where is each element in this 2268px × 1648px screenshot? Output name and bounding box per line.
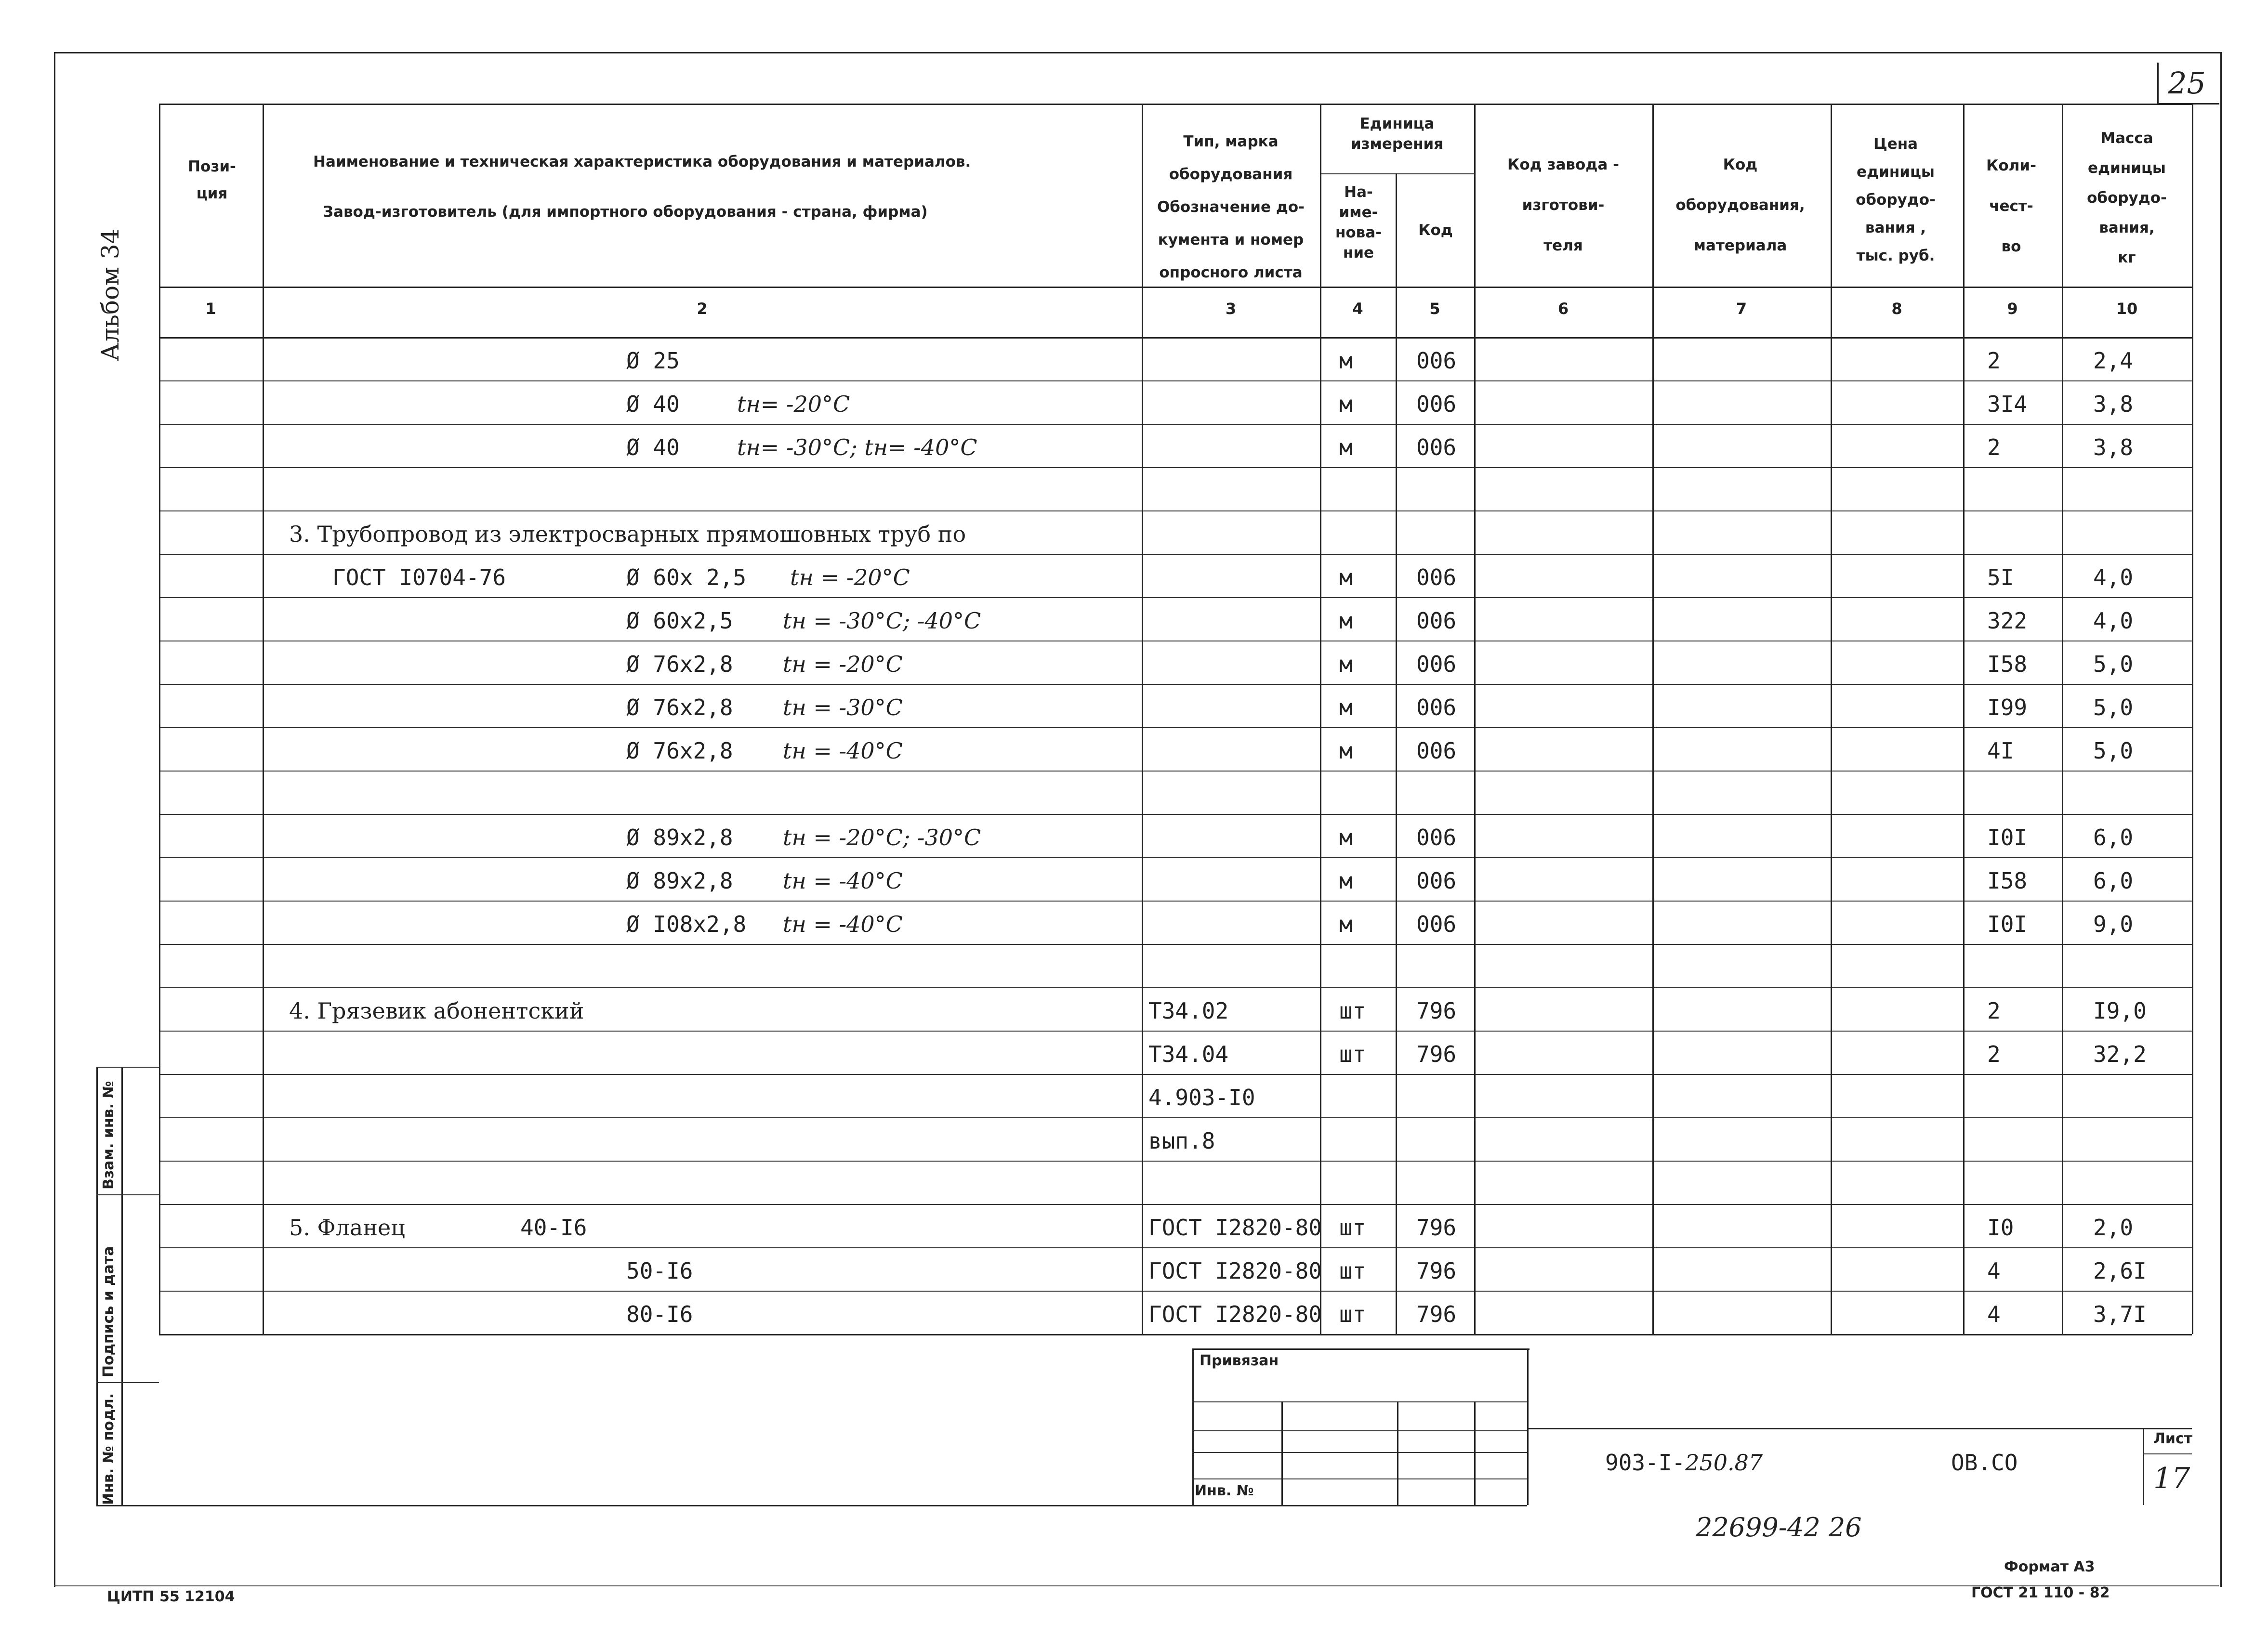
temperature-spec: tн = -40°C [783, 868, 903, 894]
unit-name: шт [1339, 1258, 1366, 1284]
unit-mass: 4,0 [2093, 608, 2134, 634]
quantity: I0 [1987, 1215, 2014, 1241]
item-name: Ø 60х2,5 [626, 608, 733, 634]
side-label-replace-inv: Взам. инв. № [100, 1081, 117, 1190]
header-unit-group: Единица измерения [1350, 115, 1444, 153]
unit-code: 006 [1416, 911, 1457, 937]
quantity: 3I4 [1987, 391, 2028, 417]
row-divider [159, 1074, 2192, 1075]
row-divider [159, 1291, 2192, 1292]
unit-code: 006 [1416, 738, 1457, 764]
unit-code: 006 [1416, 824, 1457, 850]
unit-name: м [1339, 564, 1353, 590]
temperature-spec: tн = -40°C [783, 911, 903, 937]
column-number: 9 [2007, 300, 2018, 318]
column-divider [1320, 104, 1321, 1334]
quantity: 322 [1987, 608, 2028, 634]
unit-code: 796 [1416, 998, 1457, 1024]
type-mark: Т34.02 [1148, 998, 1229, 1024]
standard-ref: ГОСТ I0704-76 [332, 564, 506, 590]
unit-mass: 2,4 [2093, 348, 2134, 374]
side-box-divider [96, 1382, 159, 1383]
unit-mass: 5,0 [2093, 651, 2134, 677]
stamp-row [1192, 1452, 1527, 1453]
unit-mass: 5,0 [2093, 738, 2134, 764]
row-divider [159, 1117, 2192, 1118]
header-name-line2: Завод-изготовитель (для импортного оборудования - страна, фирма) [323, 203, 928, 221]
unit-code: 006 [1416, 868, 1457, 894]
row-divider [159, 771, 2192, 772]
side-label-original-inv: Инв. № подл. [100, 1393, 117, 1505]
stamp-row [1192, 1478, 1527, 1479]
quantity: I58 [1987, 868, 2028, 894]
stamp-inv-no: Инв. № [1195, 1482, 1254, 1499]
stamp-row [1192, 1401, 1527, 1402]
column-divider [159, 104, 160, 1334]
quantity: 2 [1987, 434, 2001, 460]
unit-mass: 3,7I [2093, 1301, 2147, 1327]
section-title: 3. Трубопровод из электросварных прямошовных труб по [289, 521, 966, 547]
stamp-col [1281, 1401, 1283, 1505]
header-price: Цена единицы оборудо- вания , тыс. руб. [1856, 135, 1936, 264]
item-name: 50-I6 [626, 1258, 693, 1284]
unit-code: 006 [1416, 434, 1457, 460]
quantity: 4I [1987, 738, 2014, 764]
column-divider [1963, 104, 1965, 1334]
unit-code: 796 [1416, 1301, 1457, 1327]
item-name: Ø 25 [626, 348, 680, 374]
unit-name: м [1339, 824, 1353, 850]
row-divider [159, 901, 2192, 902]
item-name: 80-I6 [626, 1301, 693, 1327]
unit-code: 006 [1416, 564, 1457, 590]
column-number: 8 [1891, 300, 1902, 318]
unit-name: шт [1339, 998, 1366, 1024]
column-number: 2 [697, 300, 708, 318]
column-divider [1831, 104, 1832, 1334]
unit-name: м [1339, 608, 1353, 634]
unit-name: м [1339, 348, 1353, 374]
unit-mass: 6,0 [2093, 868, 2134, 894]
item-name: Ø 40 [626, 434, 680, 460]
quantity: 2 [1987, 1041, 2001, 1067]
side-box-left [96, 1067, 98, 1505]
row-divider [159, 1161, 2192, 1162]
column-number: 10 [2116, 300, 2138, 318]
temperature-spec: tн = -20°C [790, 564, 910, 590]
unit-code: 796 [1416, 1041, 1457, 1067]
column-number: 4 [1352, 300, 1363, 318]
type-mark: 4.903-I0 [1148, 1085, 1255, 1111]
unit-mass: I9,0 [2093, 998, 2147, 1024]
item-name: Ø 89х2,8 [626, 868, 733, 894]
sheet-frame [54, 52, 2222, 1587]
temperature-spec: tн = -20°C; -30°C [783, 824, 981, 850]
column-divider [263, 104, 264, 1334]
quantity: I0I [1987, 824, 2028, 850]
column-divider [1652, 104, 1654, 1334]
unit-name: м [1339, 651, 1353, 677]
album-label: Альбом 34 [96, 228, 124, 361]
type-mark: ГОСТ I2820-80 [1148, 1301, 1322, 1327]
unit-code: 006 [1416, 391, 1457, 417]
row-divider [159, 467, 2192, 468]
column-number: 3 [1225, 300, 1237, 318]
unit-name: м [1339, 911, 1353, 937]
temperature-spec: tн= -20°C [737, 391, 850, 417]
header-unit-name: На- име- нова- ние [1335, 183, 1382, 262]
quantity: I99 [1987, 694, 2028, 720]
header-equipment-code: Код оборудования, материала [1675, 156, 1805, 254]
table-top-border [159, 104, 2192, 105]
unit-name: м [1339, 738, 1353, 764]
row-divider [159, 424, 2192, 425]
column-number: 1 [205, 300, 216, 318]
unit-code: 006 [1416, 348, 1457, 374]
unit-code: 006 [1416, 651, 1457, 677]
stamp-privyazan: Привязан [1200, 1352, 1279, 1369]
table-bottom-border [159, 1334, 2192, 1335]
sheet-divider [2143, 1453, 2192, 1454]
stamp-top [1192, 1348, 1530, 1350]
unit-mass: 2,0 [2093, 1215, 2134, 1241]
header-pos: Пози- ция [188, 158, 236, 202]
stamp-row [1192, 1430, 1527, 1431]
unit-name: м [1339, 868, 1353, 894]
colnum-bottom-border [159, 337, 2192, 339]
unit-name: шт [1339, 1041, 1366, 1067]
temperature-spec: tн= -30°C; tн= -40°C [737, 434, 977, 460]
item-name: Ø 60х 2,5 [626, 564, 747, 590]
unit-code: 006 [1416, 608, 1457, 634]
stamp-left [1192, 1348, 1194, 1505]
unit-mass: 3,8 [2093, 391, 2134, 417]
sheet-label: Лист [2153, 1430, 2193, 1447]
row-divider [159, 510, 2192, 511]
stamp-col [1397, 1401, 1398, 1505]
unit-code: 796 [1416, 1215, 1457, 1241]
stamp-mid [1527, 1348, 1529, 1505]
type-mark: вып.8 [1148, 1128, 1215, 1154]
type-mark: Т34.04 [1148, 1041, 1229, 1067]
header-mass: Масса единицы оборудо- вания, кг [2087, 130, 2167, 266]
side-label-signature-date: Подпись и дата [100, 1246, 117, 1377]
section-code: ОВ.СО [1951, 1450, 2018, 1476]
row-divider [159, 1247, 2192, 1248]
quantity: 2 [1987, 998, 2001, 1024]
row-divider [159, 380, 2192, 381]
unit-group-divider [1320, 173, 1474, 174]
handwritten-number: 22699-42 26 [1696, 1512, 1862, 1543]
item-name: Ø 76х2,8 [626, 738, 733, 764]
row-divider [159, 554, 2192, 555]
quantity: 4 [1987, 1258, 2001, 1284]
item-name: Ø 89х2,8 [626, 824, 733, 850]
unit-mass: 3,8 [2093, 434, 2134, 460]
side-box-inner [121, 1067, 123, 1505]
header-unit-code: Код [1418, 222, 1453, 239]
unit-mass: 2,6I [2093, 1258, 2147, 1284]
unit-code: 006 [1416, 694, 1457, 720]
column-divider [1396, 173, 1397, 1334]
page-number: 25 [2168, 65, 2206, 101]
quantity: 4 [1987, 1301, 2001, 1327]
row-divider [159, 684, 2192, 685]
row-divider [159, 597, 2192, 598]
row-divider [159, 987, 2192, 988]
unit-code: 796 [1416, 1258, 1457, 1284]
quantity: I0I [1987, 911, 2028, 937]
column-divider [1474, 104, 1476, 1334]
header-name-line1: Наименование и техническая характеристика оборудования и материалов. [313, 153, 971, 170]
unit-name: м [1339, 391, 1353, 417]
unit-name: шт [1339, 1301, 1366, 1327]
sheet-col [2143, 1428, 2144, 1505]
quantity: I58 [1987, 651, 2028, 677]
sheet-frame-bottom [54, 1585, 2219, 1586]
unit-name: м [1339, 434, 1353, 460]
side-box-divider [96, 1067, 159, 1068]
unit-mass: 5,0 [2093, 694, 2134, 720]
temperature-spec: tн = -30°C; -40°C [783, 608, 981, 634]
header-quantity: Коли- чест- во [1986, 157, 2036, 255]
format-label: Формат А3 [2004, 1558, 2095, 1575]
item-name: Ø 76х2,8 [626, 651, 733, 677]
section-title: 4. Грязевик абонентский [289, 998, 584, 1024]
column-divider [2192, 104, 2193, 1334]
row-divider [159, 727, 2192, 728]
unit-name: шт [1339, 1215, 1366, 1241]
column-number: 6 [1557, 300, 1569, 318]
unit-mass: 9,0 [2093, 911, 2134, 937]
column-divider [2062, 104, 2063, 1334]
unit-mass: 4,0 [2093, 564, 2134, 590]
unit-mass: 6,0 [2093, 824, 2134, 850]
unit-name: м [1339, 694, 1353, 720]
item-name: Ø I08х2,8 [626, 911, 747, 937]
type-mark: ГОСТ I2820-80 [1148, 1258, 1322, 1284]
header-factory-code: Код завода - изготови- теля [1507, 156, 1619, 254]
temperature-spec: tн = -30°C [783, 694, 903, 720]
row-divider [159, 857, 2192, 858]
item-name: 40-I6 [520, 1215, 587, 1241]
row-divider [159, 814, 2192, 815]
unit-mass: 32,2 [2093, 1041, 2147, 1067]
quantity: 5I [1987, 564, 2014, 590]
right-footer: ГОСТ 21 110 - 82 [1971, 1584, 2110, 1601]
doc-code: 903-I-250.87 [1605, 1450, 1763, 1476]
row-divider [159, 1204, 2192, 1205]
temperature-spec: tн = -40°C [783, 738, 903, 764]
temperature-spec: tн = -20°C [783, 651, 903, 677]
header-type: Тип, марка оборудования Обозначение до- кумента и номер опросного листа [1157, 133, 1305, 281]
item-name: Ø 76х2,8 [626, 694, 733, 720]
stamp-col [1474, 1401, 1476, 1505]
stamp-bottom-line [96, 1505, 1527, 1506]
column-number: 5 [1429, 300, 1440, 318]
quantity: 2 [1987, 348, 2001, 374]
row-divider [159, 944, 2192, 945]
column-number: 7 [1736, 300, 1747, 318]
row-divider [159, 1031, 2192, 1032]
side-box-divider [96, 1194, 159, 1195]
left-footer: ЦИТП 55 12104 [107, 1588, 235, 1605]
item-name: Ø 40 [626, 391, 680, 417]
type-mark: ГОСТ I2820-80 [1148, 1215, 1322, 1241]
section-title: 5. Фланец [289, 1215, 405, 1241]
sheet-number: 17 [2153, 1462, 2190, 1495]
title-top [1527, 1428, 2192, 1429]
